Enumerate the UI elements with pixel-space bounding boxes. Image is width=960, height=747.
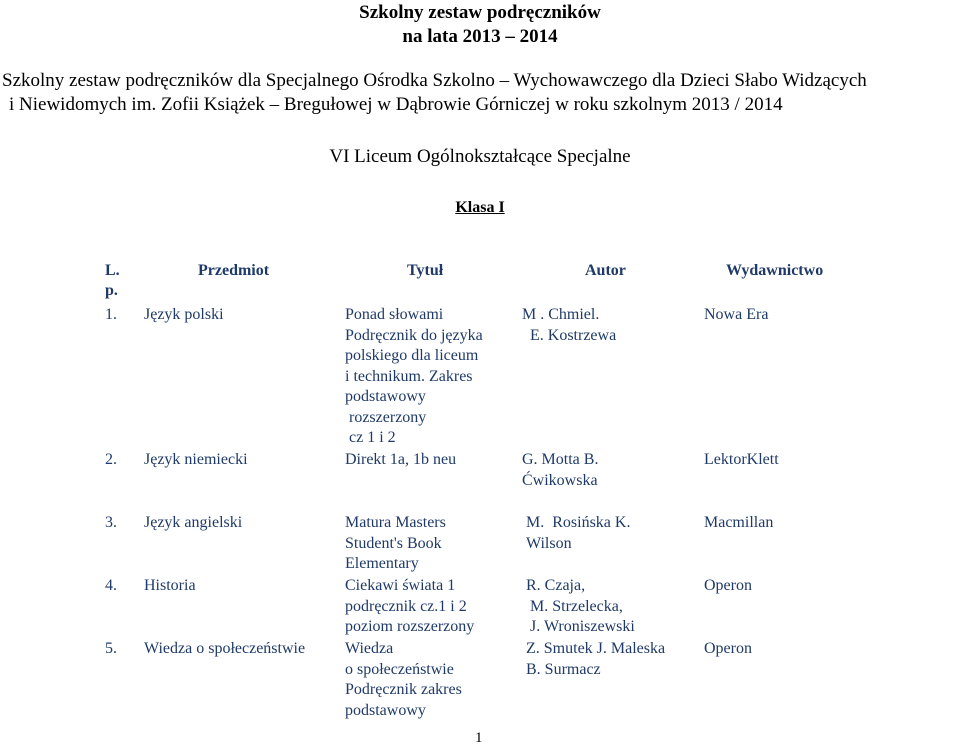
- row-subject: Język polski: [144, 306, 224, 323]
- class-label: Klasa I: [455, 199, 505, 216]
- header-author: Autor: [585, 262, 626, 279]
- row-subject: Język angielski: [144, 514, 243, 531]
- header-lp-line-2: p.: [105, 282, 118, 299]
- row-number: 4.: [105, 577, 117, 594]
- row-number: 2.: [105, 451, 117, 468]
- row-title: Ponad słowami Podręcznik do języka polskiego dla liceum i technikum. Zakres podstawowy rozszerzony cz 1 i 2: [345, 306, 483, 446]
- row-subject: Historia: [144, 577, 196, 594]
- intro-text-line-2: i Niewidomych im. Zofii Książek – Bregułowej w Dąbrowie Górniczej w roku szkolnym 2013 / 2014: [9, 94, 783, 115]
- row-title: Ciekawi świata 1 podręcznik cz.1 i 2 poziom rozszerzony: [345, 577, 475, 635]
- row-publisher: Operon: [704, 577, 752, 594]
- intro-text-line-1: Szkolny zestaw podręczników dla Specjalnego Ośrodka Szkolno – Wychowawczego dla Dzieci Słabo Widzących: [2, 70, 867, 91]
- school-name: VI Liceum Ogólnokształcące Specjalne: [329, 146, 631, 167]
- row-number: 1.: [105, 306, 117, 323]
- row-subject: Język niemiecki: [144, 451, 248, 468]
- document-subtitle: na lata 2013 – 2014: [402, 26, 558, 47]
- header-lp-line-1: L.: [105, 262, 120, 279]
- header-title: Tytuł: [407, 262, 444, 279]
- page-number: 1: [475, 730, 483, 746]
- row-publisher: Nowa Era: [704, 306, 769, 323]
- document-title: Szkolny zestaw podręczników: [359, 2, 601, 23]
- row-title: Matura Masters Student's Book Elementary: [345, 514, 446, 572]
- row-author: Z. Smutek J. Maleska B. Surmacz: [526, 640, 666, 678]
- row-publisher: Macmillan: [704, 514, 774, 531]
- row-author: R. Czaja, M. Strzelecka, J. Wroniszewski: [526, 577, 635, 635]
- row-publisher: LektorKlett: [704, 451, 779, 468]
- row-author: M . Chmiel. E. Kostrzewa: [522, 306, 617, 344]
- row-publisher: Operon: [704, 640, 752, 657]
- row-author: G. Motta B. Ćwikowska: [522, 451, 599, 489]
- header-publisher: Wydawnictwo: [726, 262, 824, 279]
- row-author: M. Rosińska K. Wilson: [526, 514, 631, 552]
- row-number: 3.: [105, 514, 117, 531]
- row-number: 5.: [105, 640, 117, 657]
- row-title: Direkt 1a, 1b neu: [345, 451, 457, 468]
- row-subject: Wiedza o społeczeństwie: [144, 640, 306, 657]
- header-subject: Przedmiot: [198, 262, 270, 279]
- row-title: Wiedza o społeczeństwie Podręcznik zakres podstawowy: [345, 640, 462, 719]
